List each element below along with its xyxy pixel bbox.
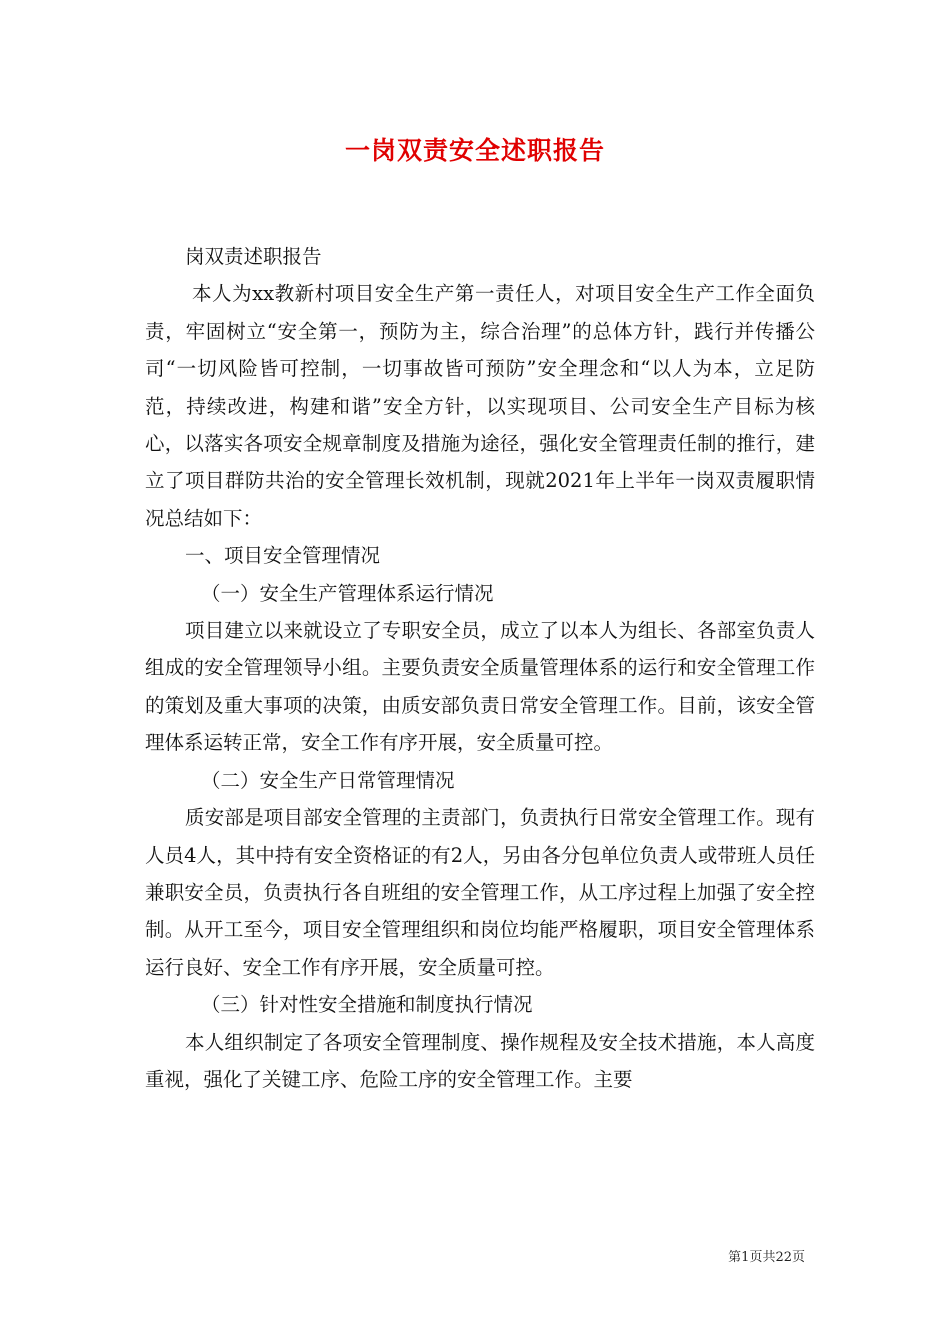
subsection-heading-1: （一）安全生产管理体系运行情况 [201, 581, 494, 605]
page-number: 第1页共22页 [728, 1250, 805, 1265]
subsection-heading-2: （二）安全生产日常管理情况 [201, 768, 455, 792]
paragraph-2: 质安部是项目部安全管理的主责部门，负责执行日常安全管理工作。现有人员4人，其中持有安全资格证的有2人，另由各分包单位负责人或带班人员任兼职安全员，负责执行各自班组的安全管理工作，从工序过程上加强了安全控制。从开工至今，项目安全管理组织和岗位均能严格履职，项目安全管理体系运行良好、安全工作有序开展，安全质量可控。 [145, 806, 815, 979]
paragraph-3: 本人组织制定了各项安全管理制度、操作规程及安全技术措施，本人高度重视，强化了关键工序、危险工序的安全管理工作。主要 [145, 1030, 815, 1091]
document-title: 一岗双责安全述职报告 [344, 136, 605, 165]
subsection-heading-3: （三）针对性安全措施和制度执行情况 [201, 993, 533, 1017]
paragraph-heading: 岗双责述职报告 [185, 245, 322, 268]
section-heading-1: 一、项目安全管理情况 [185, 544, 381, 568]
document-body [145, 238, 815, 1098]
paragraph-intro: 本人为xx教新村项目安全生产第一责任人，对项目安全生产工作全面负责，牢固树立“安全第一，预防为主，综合治理”的总体方针，践行并传播公司“一切风险皆可控制，一切事故皆可预防”安全理念和“以人为本，立足防范，持续改进，构建和谐”安全方针，以实现项目、公司安全生产目标为核心，以落实各项安全规章制度及措施为途径，强化安全管理责任制的推行，建立了项目群防共治的安全管理长效机制，现就2021年上半年一岗双责履职情况总结如下： [145, 282, 815, 530]
paragraph-1: 项目建立以来就设立了专职安全员，成立了以本人为组长、各部室负责人组成的安全管理领导小组。主要负责安全质量管理体系的运行和安全管理工作的策划及重大事项的决策，由质安部负责日常安全管理工作。目前，该安全管理体系运转正常，安全工作有序开展，安全质量可控。 [145, 619, 815, 755]
